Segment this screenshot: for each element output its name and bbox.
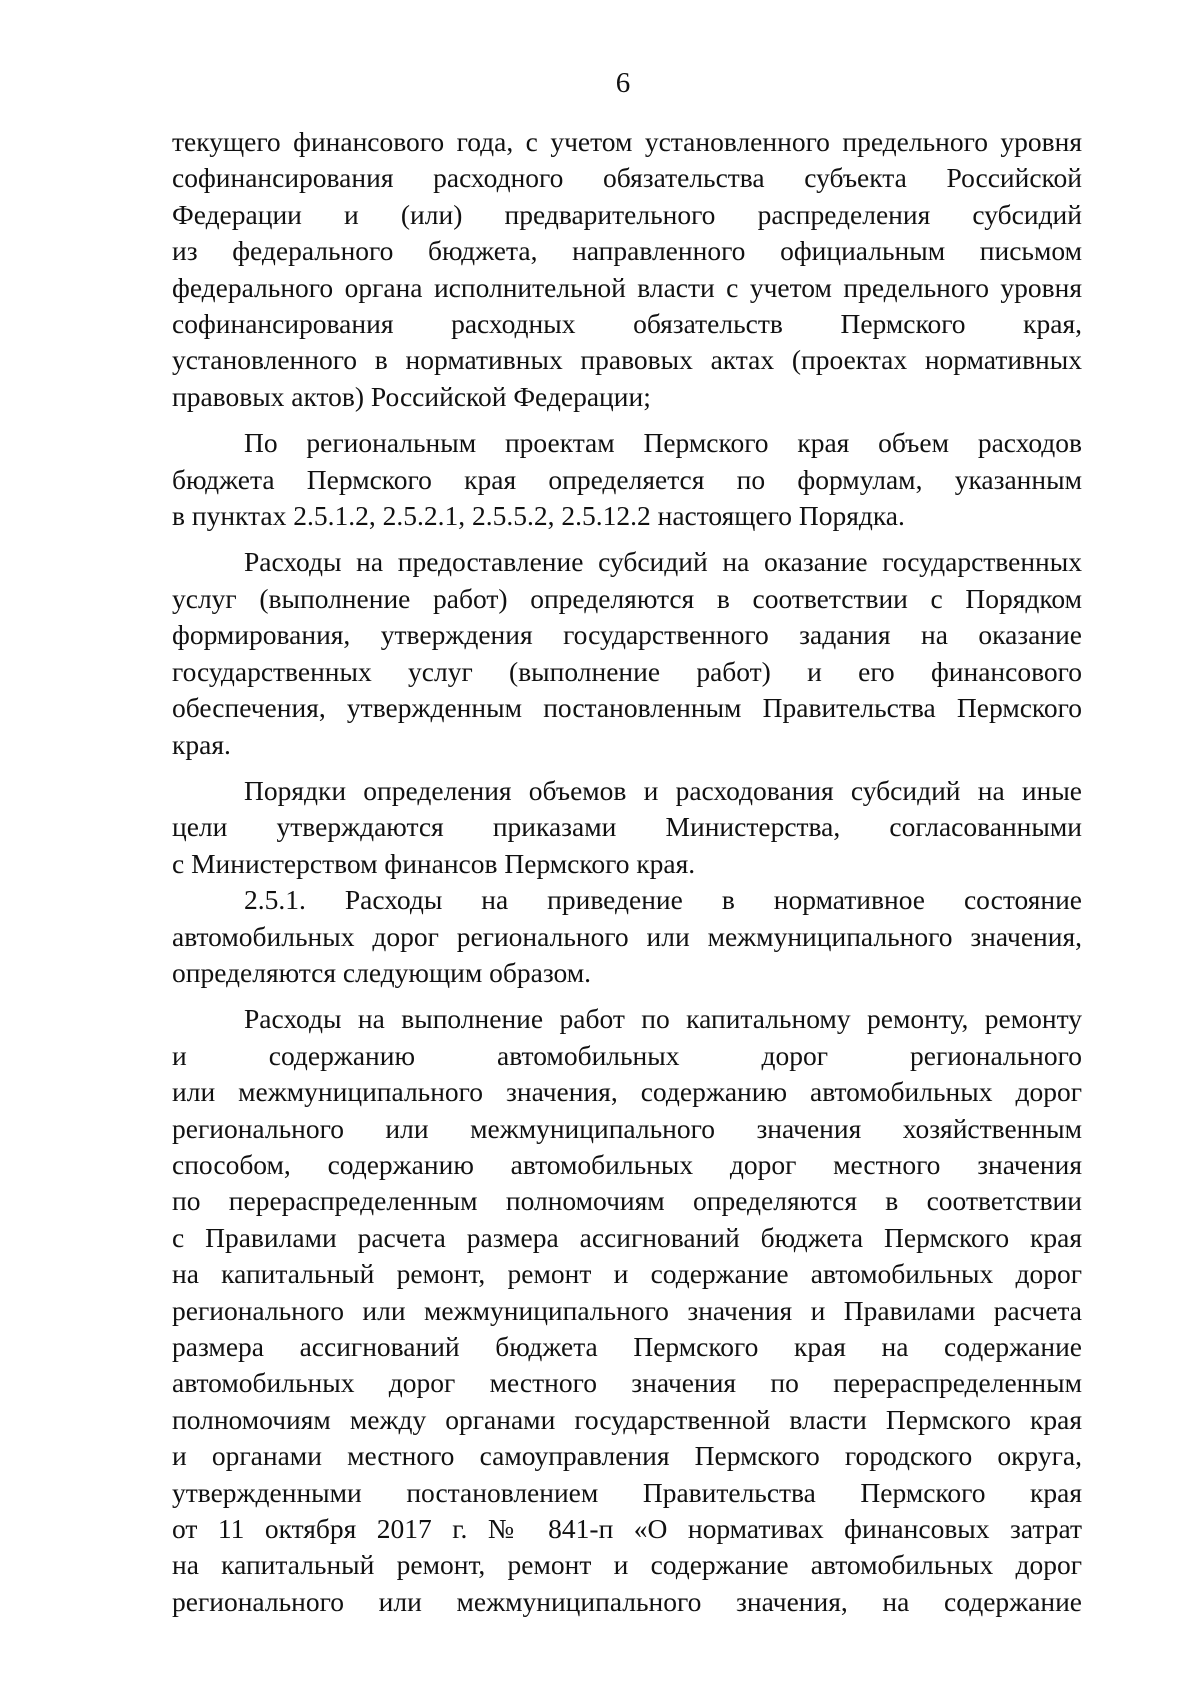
- text-line: размера ассигнований бюджета Пермского края на содержание: [172, 1331, 1082, 1362]
- text-line: 2.5.1. Расходы на приведение в нормативное состояние: [244, 884, 1082, 916]
- text-line: от 11 октября 2017 г. № 841-п «О нормативах финансовых затрат: [172, 1513, 1082, 1545]
- page-number: 6: [615, 67, 631, 99]
- text-line: из федерального бюджета, направленного официальным письмом: [172, 235, 1082, 267]
- text-line: с Министерством финансов Пермского края.: [172, 847, 696, 879]
- text-line: способом, содержанию автомобильных дорог местного значения: [172, 1148, 1082, 1180]
- text-line: установленного в нормативных правовых актах (проектах нормативных: [172, 344, 1082, 376]
- paragraph-cofinancing: [172, 124, 1082, 415]
- paragraph-road-works: [172, 1001, 1082, 1620]
- paragraph-other-subsidies: [172, 773, 1082, 882]
- text-line: и содержанию автомобильных дорог регионального: [172, 1039, 1082, 1071]
- text-line: федерального органа исполнительной власти с учетом предельного уровня: [172, 271, 1082, 303]
- text-line: утвержденными постановлением Правительства Пермского края: [172, 1476, 1082, 1508]
- text-line: с Правилами расчета размера ассигнований бюджета Пермского края: [172, 1221, 1082, 1253]
- text-line: правовых актов) Российской Федерации;: [172, 380, 651, 412]
- text-line: регионального или межмуниципального значения хозяйственным: [172, 1112, 1082, 1144]
- text-line: Федерации и (или) предварительного распределения субсидий: [172, 198, 1082, 230]
- text-line: регионального или межмуниципального значения, на содержание: [172, 1585, 1082, 1617]
- text-line: По региональным проектам Пермского края объем расходов: [244, 427, 1082, 459]
- text-line: по перераспределенным полномочиям определяются в соответствии: [172, 1185, 1082, 1217]
- text-line: цели утверждаются приказами Министерства, согласованными: [172, 811, 1082, 843]
- text-line: формирования, утверждения государственного задания на оказание: [172, 619, 1082, 651]
- text-line: Расходы на предоставление субсидий на оказание государственных: [244, 546, 1082, 578]
- text-line: обеспечения, утвержденным постановленным Правительства Пермского: [172, 692, 1082, 724]
- text-line: автомобильных дорог местного значения по перераспределенным: [172, 1367, 1082, 1399]
- text-line: или межмуниципального значения, содержанию автомобильных дорог: [172, 1076, 1082, 1108]
- text-line: в пунктах 2.5.1.2, 2.5.2.1, 2.5.5.2, 2.5.12.2 настоящего Порядка.: [172, 500, 905, 532]
- text-line: Расходы на выполнение работ по капитальному ремонту, ремонту: [244, 1003, 1082, 1035]
- text-line: Порядки определения объемов и расходования субсидий на иные: [244, 774, 1082, 806]
- paragraph-section-2-5-1: [172, 882, 1082, 991]
- text-line: автомобильных дорог регионального или межмуниципального значения,: [172, 920, 1082, 952]
- text-line: и органами местного самоуправления Пермского городского округа,: [172, 1440, 1082, 1472]
- paragraph-regional-projects: [172, 425, 1082, 534]
- text-line: на капитальный ремонт, ремонт и содержание автомобильных дорог: [172, 1549, 1082, 1581]
- text-line: регионального или межмуниципального значения и Правилами расчета: [172, 1294, 1082, 1326]
- paragraph-state-services: [172, 544, 1082, 762]
- text-line: софинансирования расходного обязательства субъекта Российской: [172, 162, 1082, 194]
- text-line: края.: [172, 728, 231, 760]
- text-line: бюджета Пермского края определяется по формулам, указанным: [172, 463, 1082, 495]
- text-line: текущего финансового года, с учетом установленного предельного уровня: [172, 126, 1082, 157]
- text-line: услуг (выполнение работ) определяются в соответствии с Порядком: [172, 582, 1082, 614]
- document-body: [172, 124, 1082, 1620]
- text-line: на капитальный ремонт, ремонт и содержание автомобильных дорог: [172, 1258, 1082, 1290]
- text-line: софинансирования расходных обязательств Пермского края,: [172, 308, 1082, 340]
- text-line: полномочиям между органами государственной власти Пермского края: [172, 1403, 1082, 1435]
- text-line: определяются следующим образом.: [172, 956, 592, 988]
- text-line: государственных услуг (выполнение работ) и его финансового: [172, 655, 1082, 687]
